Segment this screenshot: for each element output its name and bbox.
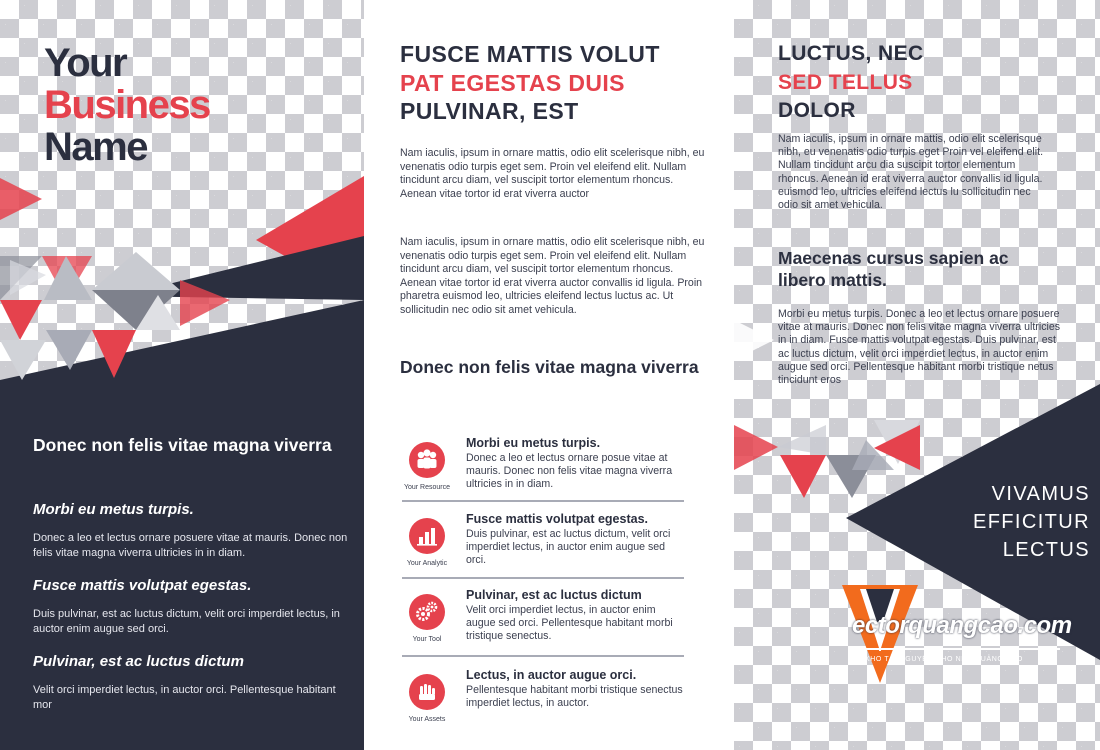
- right-paragraph: Morbi eu metus turpis. Donec a leo et lectus ornare posuere vitae at mauris. Donec non felis vitae magna viverra ultricies in in diam. Fusce mattis volutpat egestas. Duis pulvinar, est ac luctus dictum, velit orci imperdiet lectus, in auctor enim augue sed orci. Pellentesque habitant morbi tristique netus tincidunt eros: [778, 308, 1061, 387]
- middle-title: [400, 40, 720, 126]
- feature-caption: Your Analytic: [406, 560, 448, 567]
- feature-item: [402, 586, 684, 660]
- left-section-title: Pulvinar, est ac luctus dictum: [33, 653, 244, 670]
- feature-title: Lectus, in auctor augue orci.: [466, 668, 637, 682]
- feature-text: Donec a leo et lectus ornare posue vitae at mauris. Donec non felis vitae magna viverra ultricies in in diam.: [466, 452, 673, 491]
- feature-title: Morbi eu metus turpis.: [466, 436, 601, 450]
- bar-chart-icon: [409, 518, 445, 554]
- brand-line-name: Name: [44, 125, 147, 169]
- right-subheading: Maecenas cursus sapien ac libero mattis.: [778, 248, 1009, 290]
- feature-title: Fusce mattis volutpat egestas.: [466, 512, 649, 526]
- feature-item: [402, 510, 684, 584]
- feature-icon-circle: [409, 518, 445, 554]
- right-panel: [734, 0, 1100, 750]
- feature-text: Pellentesque habitant morbi tristique senectus imperdiet lectus, in auctor.: [466, 684, 683, 710]
- feature-icon-circle: [409, 594, 445, 630]
- feature-icon-circle: [409, 674, 445, 710]
- brand-name: [44, 42, 210, 168]
- cta-line: VIVAMUS: [991, 483, 1090, 505]
- left-section-body: Donec a leo et lectus ornare posuere vitae at mauris. Donec non felis vitae magna viverra ultricies in in diam.: [33, 532, 348, 559]
- hand-icon: [409, 674, 445, 710]
- middle-panel: [364, 0, 734, 750]
- people-icon: [409, 442, 445, 478]
- middle-subheading: Donec non felis vitae magna viverra: [400, 357, 699, 377]
- feature-caption: Your Tool: [412, 636, 442, 643]
- left-section-title: Fusce mattis volutpat egestas.: [33, 577, 252, 594]
- left-section-body: Duis pulvinar, est ac luctus dictum, velit orci imperdiet lectus, in auctor enim augue sed orci.: [33, 608, 340, 635]
- feature-caption: Your Resource: [403, 484, 451, 491]
- left-section-body: Velit orci imperdiet lectus, in auctor orci. Pellentesque habitant mor: [33, 684, 336, 711]
- feature-text: Velit orci imperdiet lectus, in auctor enim augue sed orci. Pellentesque habitant morbi tristique senectus.: [466, 604, 673, 643]
- cta-text: [924, 480, 1090, 564]
- left-heading: Donec non felis vitae magna viverra: [33, 435, 332, 455]
- brand-line-business: Business: [44, 83, 210, 127]
- feature-item: [402, 434, 684, 508]
- gears-icon: [409, 594, 445, 630]
- left-section-title: Morbi eu metus turpis.: [33, 501, 194, 518]
- middle-title-line: PAT EGESTAS DUIS: [400, 69, 625, 96]
- feature-icon-circle: [409, 442, 445, 478]
- watermark-underline: [862, 648, 1060, 650]
- feature-text: Duis pulvinar, est ac luctus dictum, velit orci imperdiet lectus, in auctor enim augue sed orci.: [466, 528, 671, 567]
- cta-line: EFFICITUR: [972, 511, 1090, 533]
- right-title-line: SED TELLUS: [778, 70, 913, 94]
- left-panel: [0, 0, 364, 750]
- feature-caption: Your Assets: [408, 716, 446, 723]
- brand-line-your: Your: [44, 41, 127, 85]
- watermark-text: ectorquangcao.com: [852, 612, 1072, 639]
- watermark-tagline: KHO TÀI NGUYÊN CHO NHÀ QUẢNG CÁO: [865, 656, 1023, 663]
- right-paragraph: Nam iaculis, ipsum in ornare mattis, odio elit scelerisque nibh, eu venenatis odio turpis eget Proin vel eleifend elit. Nullam tincidunt arcu dia suscipit tortor elementum rhoncus. Aenean id erat viverra auctor convallis id ligula. euismod leo, ultricies eleifend lectus lu sollicitudin nec odio sit amet vehicula.: [778, 133, 1044, 212]
- middle-title-line: PULVINAR, EST: [400, 98, 579, 124]
- middle-paragraph: Nam iaculis, ipsum in ornare mattis, odio elit scelerisque nibh, eu venenatis odio turpis eget sem. Proin vel eleifend elit. Nullam tincidunt arcu diam, vel suscipit tortor elementum rhoncus. Aenean vitae tortor id erat viverra auctor: [400, 147, 705, 200]
- feature-divider: [402, 500, 684, 502]
- right-title: [778, 40, 1078, 126]
- feature-divider: [402, 577, 684, 579]
- middle-paragraph: Nam iaculis, ipsum in ornare mattis, odio elit scelerisque nibh, eu venenatis odio turpis eget sem. Proin vel eleifend elit. Nullam tincidunt arcu diam, vel suscipit tortor elementum rhoncus. Aenean vitae tortor id erat viverra auctor convallis id ligula. Proin pharetra euismod leo, ultricies eleifend lectus luctus ac. Ut sollicitudin nec odio sit amet vehicula.: [400, 236, 705, 316]
- right-title-line: DOLOR: [778, 99, 856, 122]
- middle-title-line: FUSCE MATTIS VOLUT: [400, 41, 660, 67]
- cta-line: LECTUS: [1002, 539, 1090, 561]
- feature-title: Pulvinar, est ac luctus dictum: [466, 588, 642, 602]
- right-title-line: LUCTUS, NEC: [778, 42, 924, 65]
- feature-divider: [402, 655, 684, 657]
- feature-item: [402, 666, 684, 740]
